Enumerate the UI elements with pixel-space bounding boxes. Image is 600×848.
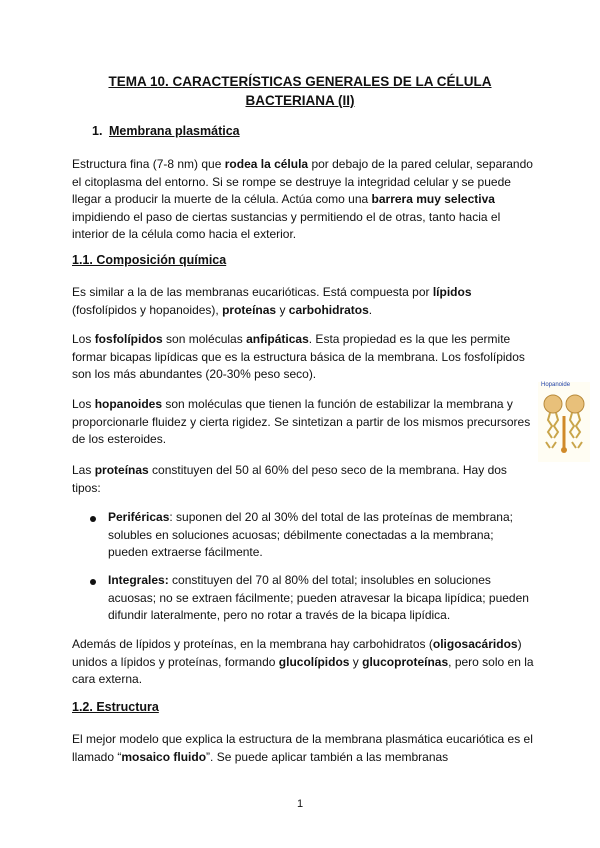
bold-run: oligosacáridos <box>432 637 518 651</box>
text-run: y <box>276 302 289 317</box>
bold-run: fosfolípidos <box>94 332 163 346</box>
bold-run: lípidos <box>432 285 472 299</box>
hopanoid-bilayer-diagram <box>538 382 590 462</box>
hopanoids-paragraph <box>72 396 534 449</box>
bold-run: mosaico fluido <box>121 749 207 764</box>
text-run: son moléculas que tienen la función de estabilizar la membrana y proporcionarle fluidez y cierta rigidez. Se sintetizan a partir de los mismos precursores de los esteroides. <box>72 397 531 446</box>
subsection-heading-1-2: 1.2. Estructura <box>72 700 159 714</box>
text-run: Además de lípidos y proteínas, en la membrana hay carbohidratos ( <box>72 637 433 651</box>
bold-run: rodea la célula <box>224 157 309 171</box>
title-line-2: BACTERIANA (II) <box>245 93 355 108</box>
text-run: Es similar a la de las membranas eucarióticas. Está compuesta por <box>72 285 433 299</box>
text-run: Los <box>72 397 95 411</box>
bold-run: anfipáticas <box>246 332 309 346</box>
text-run: ”. Se puede aplicar también a las membranas <box>206 749 449 764</box>
subsection-heading-1-1: 1.1. Composición química <box>72 253 227 267</box>
text-run: Estructura fina (7-8 nm) que <box>72 157 225 171</box>
text-run: . <box>368 302 373 317</box>
text-run: ) unidos a lípidos y proteínas, formando <box>72 637 522 669</box>
text-run: constituyen del 70 al 80% del total; insolubles en soluciones acuosas; no se extraen fácilmente; pueden atravesar la bicapa lipídica; pueden difundir lateralmente, pero no rotar a través de la bicapa lipídica. <box>108 573 529 622</box>
bold-run: hopanoides <box>94 397 163 411</box>
text-run: . Esta propiedad es la que les permite formar bicapas lipídicas que es la estructura básica de la membrana. Los fosfolípidos son los más abundantes (20-30% peso seco). <box>72 332 525 381</box>
bold-run: Integrales: <box>108 573 169 587</box>
section-title: Membrana plasmática <box>109 124 240 138</box>
bold-run: carbohidratos <box>288 302 369 317</box>
bold-run: proteínas <box>94 463 149 477</box>
text-run: impidiendo el paso de ciertas sustancias y permitiendo el de otras, tanto hacia el interior de la célula como hacia el exterior. <box>72 209 501 241</box>
section-heading-1 <box>92 124 240 138</box>
phospholipids-paragraph <box>72 331 534 384</box>
text-run: : suponen del 20 al 30% del total de las proteínas de membrana; solubles en soluciones acuosas; débilmente conectadas a la membrana; pueden extraerse fácilmente. <box>108 510 513 559</box>
text-run: constituyen del 50 al 60% del peso seco de la membrana. Hay dos tipos: <box>72 463 507 495</box>
text-run: por debajo de la pared celular, separando el citoplasma del entorno. Si se rompe se destruye la integridad celular y se puede llegar a producir la muerte de la célula. Actúa como una <box>72 157 533 206</box>
text-run: y <box>349 654 363 669</box>
bold-run: glucoproteínas <box>362 654 449 669</box>
composition-paragraph <box>72 284 534 319</box>
structure-paragraph <box>72 731 534 766</box>
bold-run: glucolípidos <box>278 654 350 669</box>
bullet-peripheral <box>108 509 536 562</box>
title-line-1: TEMA 10. CARACTERÍSTICAS GENERALES DE LA CÉLULA <box>108 74 492 89</box>
proteins-paragraph <box>72 462 534 497</box>
section-number: 1. <box>92 124 103 138</box>
bold-run: Periféricas <box>108 510 170 524</box>
intro-paragraph <box>72 156 534 244</box>
text-run: Las <box>72 463 95 477</box>
text-run: , pero solo en la cara externa. <box>72 654 534 686</box>
text-run: Los <box>72 332 95 346</box>
carbohydrates-paragraph <box>72 636 534 689</box>
page-title <box>60 72 540 110</box>
bullet-integral <box>108 572 536 625</box>
bullet-dot <box>90 516 96 522</box>
bullet-dot <box>90 579 96 585</box>
bold-run: barrera muy selectiva <box>371 192 495 206</box>
text-run: (fosfolípidos y hopanoides), <box>72 302 223 317</box>
hopanoid-figure <box>538 382 590 462</box>
page-number: 1 <box>296 798 304 810</box>
text-run: son moléculas <box>162 332 247 346</box>
figure-label: Hopanoide <box>541 382 571 388</box>
text-run: El mejor modelo que explica la estructura de la membrana plasmática eucariótica es el llamado “ <box>72 732 533 764</box>
bold-run: proteínas <box>222 302 277 317</box>
